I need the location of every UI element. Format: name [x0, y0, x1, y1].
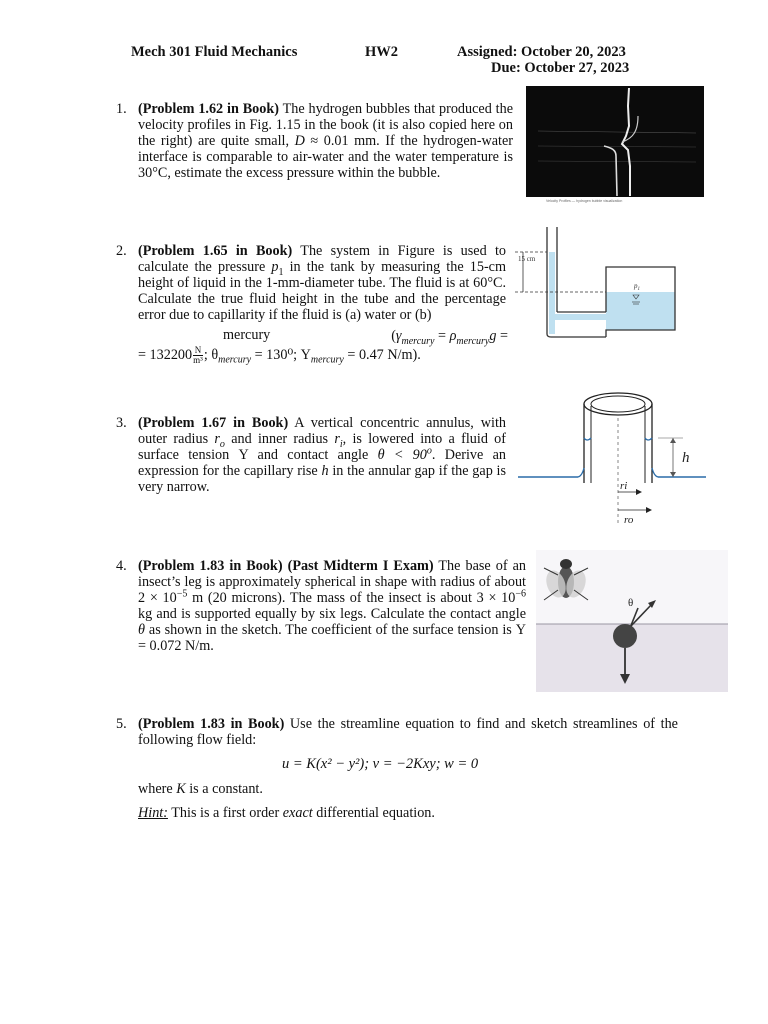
- figure-1-bubble-profiles: [526, 86, 704, 203]
- problem-2-mercury-line: mercury: [223, 327, 271, 343]
- problem-3-text: (Problem 1.67 in Book) A vertical concentric annulus, with outer radius $r_o$ and inner radius $r_i$, is lowered into a fluid of surface tension Υ and contact angle $\theta < 90^o$. Derive an expression for the capillary rise h in the annular gap if the gap is very narrow.: [138, 415, 507, 495]
- figure-3-h-label: h: [682, 450, 690, 466]
- figure-3-annulus: [518, 388, 708, 528]
- problem-1-number: 1.: [116, 101, 127, 117]
- problem-4-text: (Problem 1.83 in Book) (Past Midterm I Exam) The base of an insect’s leg is approximately spherical in shape with radius of about $2 \times 10^{-5}$ m (20 microns). The mass of the insect is about $3 \times 10^{-6}$ kg and is supported equally by six legs. Calculate the contact angle θ as shown in the sketch. The coefficient of the surface tension is Υ = 0.072 N/m.: [138, 558, 527, 654]
- problem-2-number: 2.: [116, 243, 127, 259]
- problem-2-text: (Problem 1.65 in Book) The system in Figure is used to calculate the pressure $p_1$ in the tank by measuring the 15-cm height of liquid in the 1-mm-diameter tube. The fluid is at 60°C. Calculate the true fluid height in the tube and the percentage error due to capillarity if the fluid is (a) water or (b): [138, 243, 506, 323]
- problem-5-where: where K is a constant.: [138, 781, 263, 797]
- figure-4-theta-label: θ: [628, 597, 634, 609]
- figure-3-ri-label: ri: [620, 480, 628, 492]
- due-date: Due: October 27, 2023: [491, 60, 630, 76]
- problem-2-gamma-expr: ($\gamma_{mercury} = \rho_{mercury}g$ =: [391, 328, 508, 347]
- hw-label: HW2: [365, 44, 399, 60]
- problem-5-text: (Problem 1.83 in Book) Use the streamline equation to find and sketch streamlines of the following flow field:: [138, 716, 678, 748]
- problem-5-number: 5.: [116, 716, 127, 732]
- problem-1-text: (Problem 1.62 in Book) The hydrogen bubbles that produced the velocity profiles in Fig. 1.15 in the book (it is also copied here on the right) are quite small, D ≈ 0.01 mm. If the hydrogen-water interface is comparable to air-water and the water temperature is 30°C, estimate the excess pressure within the bubble.: [138, 101, 513, 181]
- problem-5-equation: u = K(x² − y²); v = −2Kxy; w = 0: [282, 756, 479, 772]
- problem-4-number: 4.: [116, 558, 127, 574]
- problem-3-number: 3.: [116, 415, 127, 431]
- figure-2-capillary-tank: [513, 222, 683, 342]
- assigned-date: Assigned: October 20, 2023: [457, 44, 626, 60]
- figure-2-pressure-label: $p_1$: [634, 282, 640, 292]
- figure-2-height-label: 15 cm: [518, 255, 536, 263]
- problem-5-hint: Hint: This is a first order exact differential equation.: [138, 805, 435, 821]
- figure-1-caption: Velocity Profiles — hydrogen bubble visualization: [546, 199, 623, 203]
- figure-3-ro-label: ro: [624, 514, 634, 526]
- figure-4-insect-leg: [536, 550, 728, 692]
- course-title: Mech 301 Fluid Mechanics: [131, 44, 298, 60]
- problem-2-values: = 132200 $\frac{N}{\text{m³}}$ ; $\theta_{mercury} = 130^0$; $\Upsilon_{mercury} = 0.47$ N/m).: [138, 345, 421, 366]
